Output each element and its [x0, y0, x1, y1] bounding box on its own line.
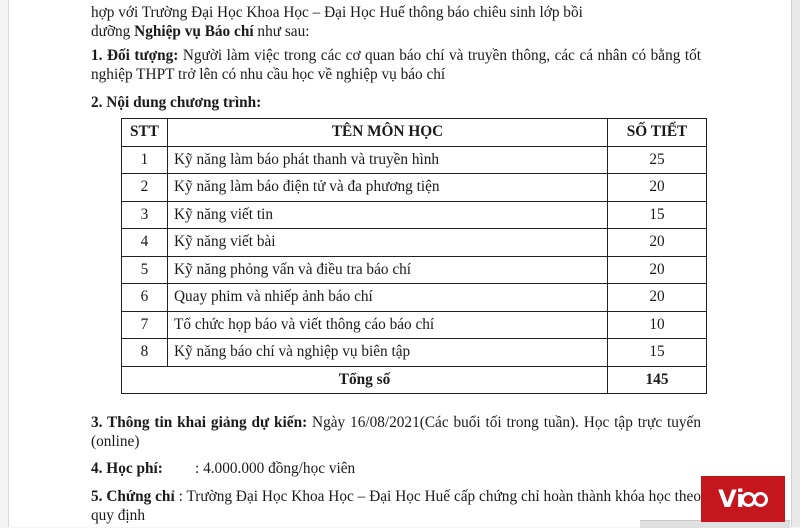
- header-hours: SỐ TIẾT: [608, 119, 707, 147]
- row-hours: 20: [608, 284, 707, 312]
- table-row: [122, 229, 707, 257]
- table-row: [122, 201, 707, 229]
- intro-line-2: dưỡng Nghiệp vụ Báo chí như sau:: [91, 23, 310, 40]
- total-label: Tổng số: [122, 366, 608, 394]
- section-5-text: : Trường Đại Học Khoa Học – Đại Học Huế cấp chứng chỉ hoàn thành khóa học theo quy định: [91, 488, 701, 524]
- logo-ring-2: [753, 492, 768, 507]
- intro-line-1: hợp với Trường Đại Học Khoa Học – Đại Học Huế thông báo chiêu sinh lớp bồi: [91, 4, 583, 21]
- row-stt: 2: [122, 174, 168, 202]
- row-subject: Kỹ năng báo chí và nghiệp vụ biên tập: [168, 339, 608, 367]
- section-4-fee: [91, 459, 701, 478]
- section-2-heading: [91, 93, 701, 112]
- section-3-opening: [91, 413, 701, 451]
- section-4-text: : 4.000.000 đồng/học viên: [195, 460, 356, 477]
- section-2-label: 2. Nội dung chương trình:: [91, 94, 262, 111]
- section-5-label: 5. Chứng chỉ: [91, 488, 175, 505]
- total-value: 145: [608, 366, 707, 394]
- intro-paragraph: [91, 3, 701, 41]
- row-subject: Kỹ năng phỏng vấn và điều tra báo chí: [168, 256, 608, 284]
- section-1-audience: [91, 46, 701, 84]
- table-header-row: [122, 119, 707, 147]
- row-stt: 6: [122, 284, 168, 312]
- table-total-row: [122, 366, 707, 394]
- row-hours: 20: [608, 256, 707, 284]
- vico-logo: V i: [701, 476, 785, 522]
- section-3-text: Ngày 16/08/2021(Các buổi tối trong tuần). Học tập trực tuyến (online): [91, 414, 701, 450]
- row-subject: Kỹ năng viết bài: [168, 229, 608, 257]
- row-subject: Kỹ năng làm báo điện tử và đa phương tiện: [168, 174, 608, 202]
- row-stt: 8: [122, 339, 168, 367]
- row-stt: 1: [122, 146, 168, 174]
- row-hours: 20: [608, 174, 707, 202]
- section-3-label: 3. Thông tin khai giảng dự kiến:: [91, 414, 308, 431]
- row-hours: 15: [608, 339, 707, 367]
- table-row: [122, 284, 707, 312]
- vertical-scrollbar[interactable]: [791, 0, 800, 527]
- header-stt: STT: [122, 119, 168, 147]
- table-row: [122, 311, 707, 339]
- course-table: [121, 118, 707, 394]
- row-hours: 15: [608, 201, 707, 229]
- section-5-certificate: [91, 487, 701, 525]
- table-row: [122, 256, 707, 284]
- row-stt: 5: [122, 256, 168, 284]
- table-row: [122, 146, 707, 174]
- row-stt: 7: [122, 311, 168, 339]
- row-hours: 25: [608, 146, 707, 174]
- section-1-label: 1. Đối tượng:: [91, 47, 179, 64]
- header-subject: TÊN MÔN HỌC: [168, 119, 608, 147]
- row-subject: Kỹ năng làm báo phát thanh và truyền hình: [168, 146, 608, 174]
- table-row: [122, 339, 707, 367]
- row-stt: 4: [122, 229, 168, 257]
- row-subject: Tổ chức họp báo và viết thông cáo báo chí: [168, 311, 608, 339]
- course-name: Nghiệp vụ Báo chí: [134, 23, 254, 40]
- section-1-text: Người làm việc trong các cơ quan báo chí và truyền thông, các cá nhân có bằng tốt nghiệp THPT trở lên có nhu cầu học về nghiệp vụ báo chí: [91, 47, 701, 83]
- row-hours: 20: [608, 229, 707, 257]
- section-4-label: 4. Học phí:: [91, 460, 163, 477]
- row-hours: 10: [608, 311, 707, 339]
- row-subject: Quay phim và nhiếp ảnh báo chí: [168, 284, 608, 312]
- table-row: [122, 174, 707, 202]
- row-stt: 3: [122, 201, 168, 229]
- row-subject: Kỹ năng viết tin: [168, 201, 608, 229]
